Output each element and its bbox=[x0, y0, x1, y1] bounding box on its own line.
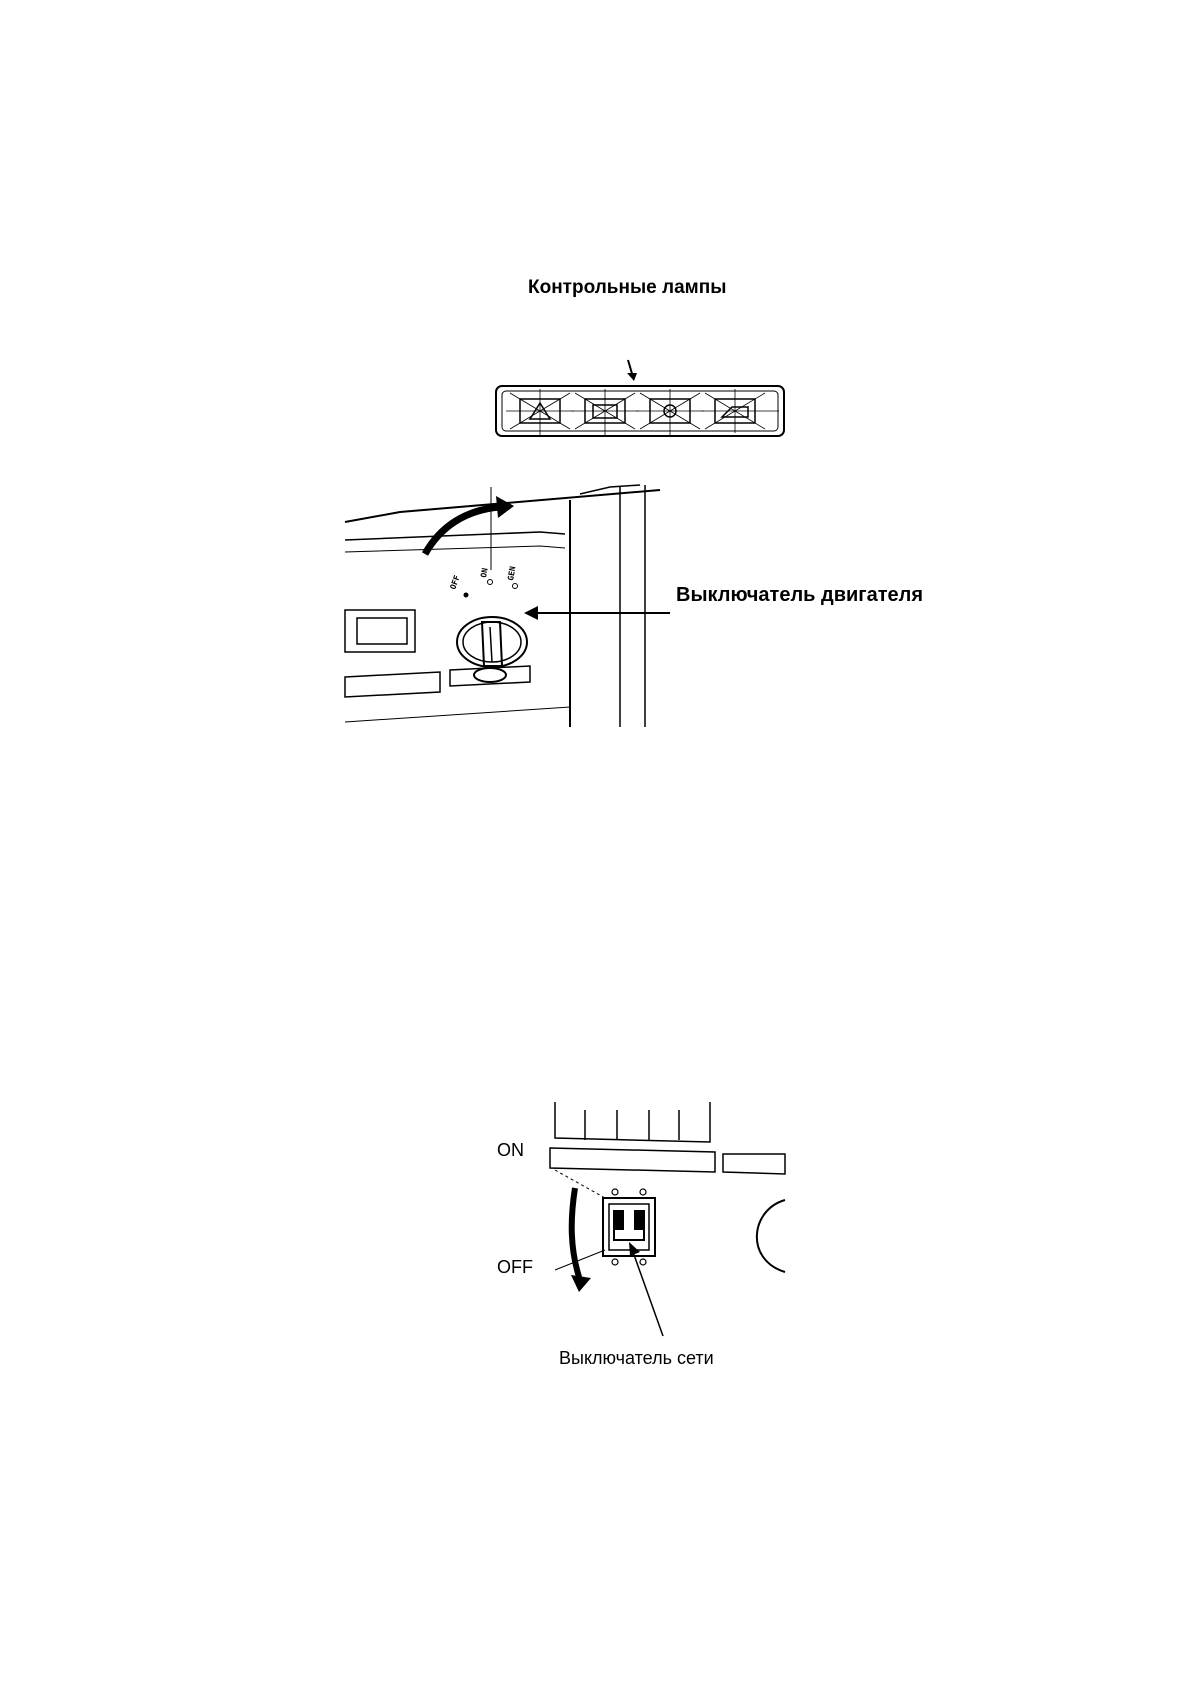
engine-switch-illustration bbox=[340, 482, 660, 732]
mains-switch-label: Выключатель сети bbox=[559, 1348, 714, 1368]
lamps-title: Контрольные лампы bbox=[528, 277, 727, 298]
mains-switch-illustration bbox=[545, 1100, 785, 1325]
rocker-switch-icon bbox=[603, 1189, 655, 1265]
engine-switch-label: Выключатель двигателя bbox=[676, 584, 924, 606]
key-switch-icon bbox=[457, 617, 527, 682]
indicator-lamps-illustration bbox=[490, 355, 790, 445]
mains-off-label: OFF bbox=[497, 1257, 533, 1277]
gen-position-mark: GEN bbox=[506, 565, 518, 582]
off-position-mark: OFF bbox=[448, 574, 462, 591]
mains-on-label: ON bbox=[497, 1140, 524, 1160]
on-position-mark: ON bbox=[479, 567, 490, 579]
